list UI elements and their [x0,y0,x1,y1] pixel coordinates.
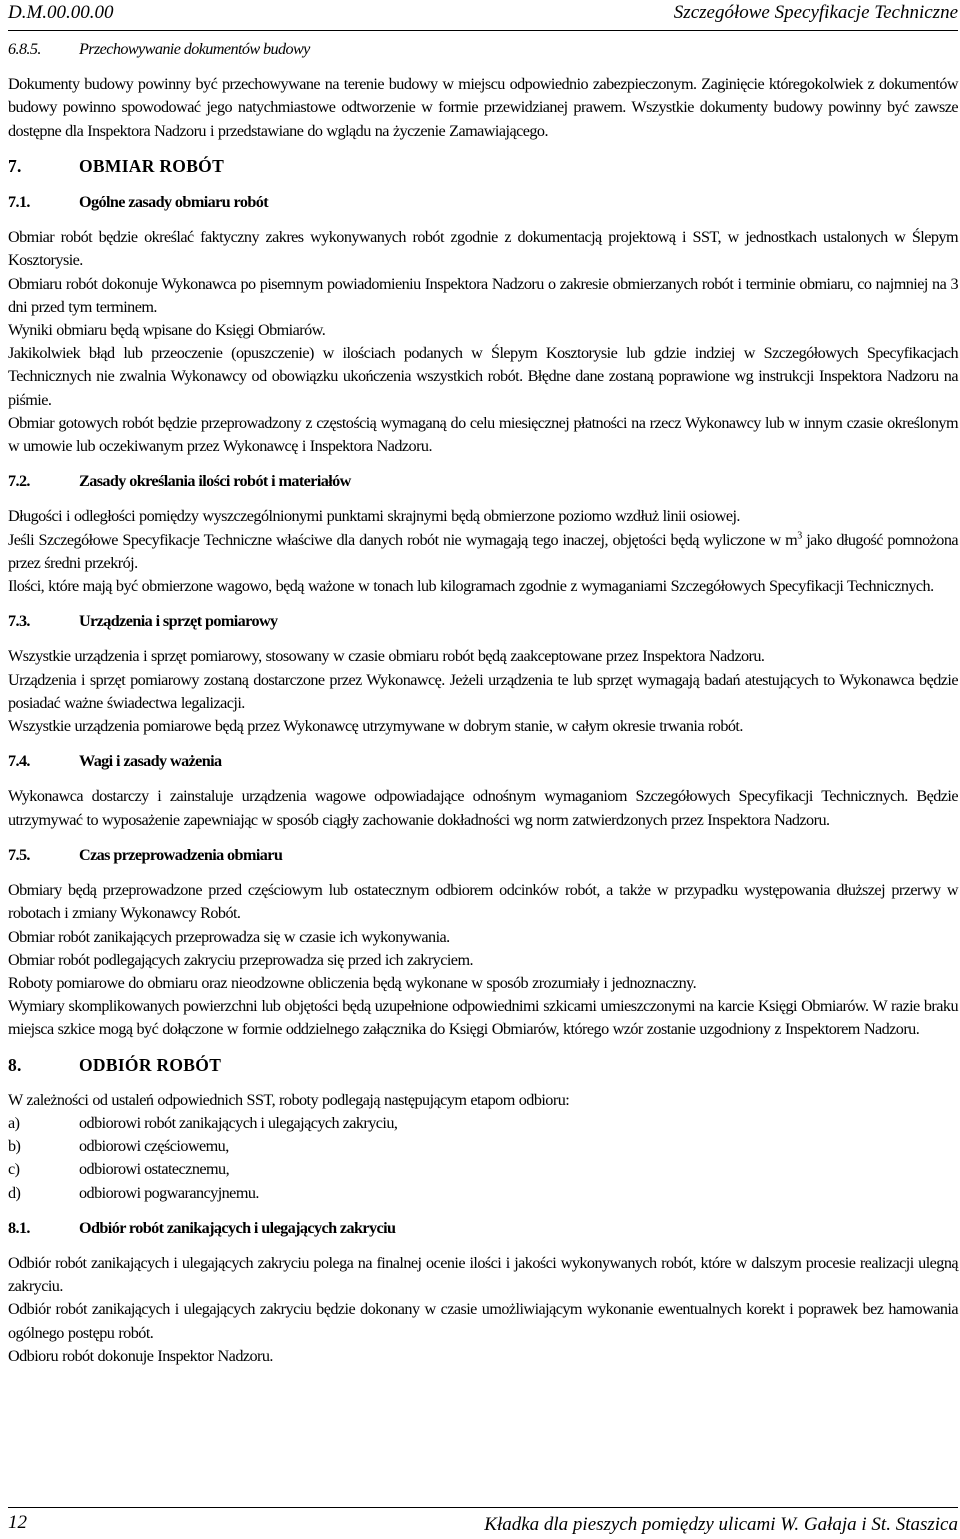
chapter-heading: 8. ODBIÓR ROBÓT [8,1054,222,1075]
paragraph: Ilości, które mają być obmierzone wagowo, będą ważone w tonach lub kilogramach zgodnie z wymaganiami Szczegółowych Specyfikacji Technicznych. [8,577,934,596]
paragraph: W zależności od ustaleń odpowiednich SST, roboty podlegają następującym etapom odbioru: [8,1090,570,1109]
paragraph: Jakikolwiek błąd lub przeoczenie (opuszczenie) w ilościach podanych w Ślepym Kosztorysie lub gdzie indziej w Szczegółowych Specyfikacjach Technicznych nie zwalnia Wykonawcy od obowiązku ukończenia wszystkich robót. Błędne dane zostaną poprawione wg instrukcji Inspektora Nadzoru na piśmie. [8,344,958,409]
paragraph: Obmiaru robót dokonuje Wykonawca po pisemnym powiadomieniu Inspektora Nadzoru o zakresie obmierzanych robót i terminie obmiaru, co najmniej na 3 dni przed tym terminem. [8,274,958,316]
paragraph: Wyniki obmiaru będą wpisane do Księgi Obmiarów. [8,321,326,340]
section-heading: 7.1. Ogólne zasady obmiaru robót [8,193,269,212]
paragraph: Wszystkie urządzenia i sprzęt pomiarowy, stosowany w czasie obmiaru robót będą zaakceptowane przez Inspektora Nadzoru. [8,647,765,666]
document-code: D.M.00.00.00 [8,2,114,23]
document-body [8,38,958,1368]
paragraph: Wymiary skomplikowanych powierzchni lub objętości będą uzupełnione odpowiednimi szkicami umieszczonymi na karcie Księgi Obmiarów. W razie braku miejsca szkice mogą być dołączone w formie oddzielnego załącznika do Księgi Obmiarów, którego wzór zostanie uzgodniony z Inspektorem Nadzoru. [8,997,958,1039]
footer-project-title: Kładka dla pieszych pomiędzy ulicami W. Gałaja i St. Staszica [484,1514,958,1535]
paragraph: Obmiar gotowych robót będzie przeprowadzony z częstością wymaganą do celu miesięcznej płatności na rzecz Wykonawcy lub w innym czasie określonym w umowie lub oczekiwanym przez Wykonawcę i Inspektora Nadzoru. [8,413,958,456]
page-number: 12 [8,1512,27,1533]
list-item: b) odbiorowi częściowemu, [8,1137,229,1156]
section-heading: 8.1. Odbiór robót zanikających i ulegających zakryciu [8,1218,396,1237]
paragraph: Dokumenty budowy powinny być przechowywane na terenie budowy w miejscu odpowiednio zabezpieczonym. Zaginięcie któregokolwiek z dokumentów budowy powinno spowodować jego natychmiastowe odtworzenie w formie przewidzianej prawem. Wszystkie dokumenty budowy powinny być zawsze dostępne dla Inspektora Nadzoru i przedstawiane do wglądu na życzenie Zamawiającego. [8,75,958,140]
section-heading: 7.5. Czas przeprowadzenia obmiaru [8,845,283,864]
paragraph: Odbioru robót dokonuje Inspektor Nadzoru. [8,1346,273,1365]
paragraph: Wykonawca dostarczy i zainstaluje urządzenia wagowe odpowiadające odnośnym wymaganiom Szczegółowych Specyfikacji Technicznych. Będzie utrzymywać to wyposażenie zapewniając w sposób ciągły zachowanie dokładności wg norm zatwierdzonych przez Inspektora Nadzoru. [8,787,958,829]
section-heading: 7.4. Wagi i zasady ważenia [8,752,222,771]
section-heading: 6.8.5. Przechowywanie dokumentów budowy [8,40,310,58]
list-item: a) odbiorowi robót zanikających i ulegających zakryciu, [8,1113,398,1132]
paragraph: Jeśli Szczegółowe Specyfikacje Techniczne właściwe dla danych robót nie wymagają tego inaczej, objętości będą wyliczone w $m^3$ jako długość pomnożona przez średni przekrój. [8,530,958,572]
chapter-heading: 7. OBMIAR ROBÓT [8,155,225,176]
section-heading: 7.3. Urządzenia i sprzęt pomiarowy [8,612,278,631]
paragraph: Odbiór robót zanikających i ulegających zakryciu będzie dokonany w czasie umożliwiającym wykonanie ewentualnych korekt i poprawek bez hamowania ogólnego postępu robót. [8,1300,958,1342]
paragraph: Obmiar robót będzie określać faktyczny zakres wykonywanych robót zgodnie z dokumentacją projektową i SST, w jednostkach ustalonych w Ślepym Kosztorysie. [8,228,958,270]
page-footer [8,1507,958,1539]
paragraph: Roboty pomiarowe do obmiaru oraz nieodzowne obliczenia będą wykonane w sposób zrozumiały i jednoznaczny. [8,973,697,992]
paragraph: Odbiór robót zanikających i ulegających zakryciu polega na finalnej ocenie ilości i jakości wykonywanych robót, które w dalszym procesie realizacji ulegną zakryciu. [8,1253,958,1296]
paragraph: Długości i odległości pomiędzy wyszczególnionymi punktami skrajnymi będą obmierzone poziomo wzdłuż linii osiowej. [8,507,740,526]
list-item: d) odbiorowi pogwarancyjnemu. [8,1183,259,1202]
paragraph: Obmiary będą przeprowadzone przed częściowym lub ostatecznym odbiorem odcinków robót, a także w przypadku występowania dłuższej przerwy w robotach i zmiany Wykonawcy Robót. [8,881,958,923]
page-header [8,0,958,31]
list-item: c) odbiorowi ostatecznemu, [8,1160,230,1179]
header-title: Szczegółowe Specyfikacje Techniczne [673,2,958,23]
paragraph: Obmiar robót podlegających zakryciu przeprowadza się przed ich zakryciem. [8,950,473,969]
paragraph: Obmiar robót zanikających przeprowadza się w czasie ich wykonywania. [8,927,450,946]
paragraph: Urządzenia i sprzęt pomiarowy zostaną dostarczone przez Wykonawcę. Jeżeli urządzenia te lub sprzęt wymagają badań atestujących to Wykonawca będzie posiadać ważne świadectwa legalizacji. [8,670,958,712]
section-heading: 7.2. Zasady określania ilości robót i materiałów [8,472,351,491]
paragraph: Wszystkie urządzenia pomiarowe będą przez Wykonawcę utrzymywane w dobrym stanie, w całym okresie trwania robót. [8,717,743,736]
